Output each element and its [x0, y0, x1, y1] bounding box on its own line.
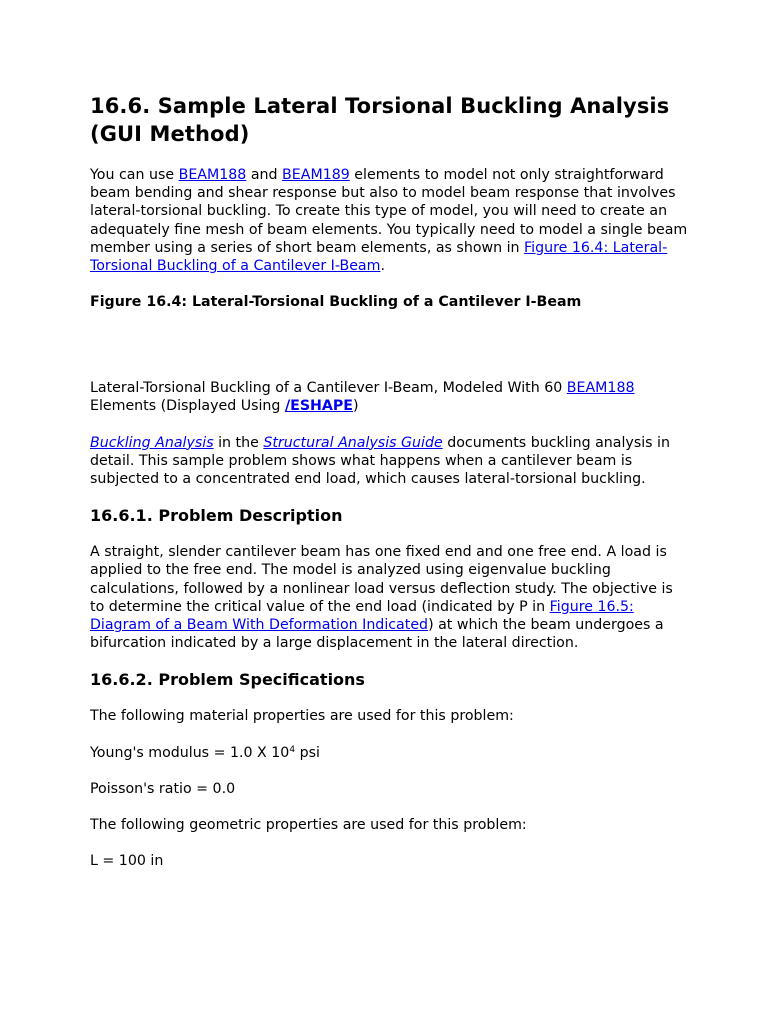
buckling-paragraph: Buckling Analysis in the Structural Analysis Guide documents buckling analysis in detail. This sample problem shows what happens when a cantilever beam is subjected to a concentrated end load, which causes lateral-torsional buckling. [90, 434, 670, 488]
problem-description-paragraph: A straight, slender cantilever beam has one fixed end and one free end. A load is applied to the free end. The model is analyzed using eigenvalue buckling calculations, followed by a nonlinear load versus deflection study. The objective is to determine the critical value of the end load (indicated by P in Figure 16.5: Diagram of a Beam With Deformation Indicated) at which the beam undergoes a bifurcation indicated by a large displacement in the lateral direction. [90, 544, 673, 652]
figure-16-5-link[interactable]: Figure 16.5: Diagram of a Beam With Deformation Indicated [90, 598, 634, 634]
geometric-properties-intro: The following geometric properties are used for this problem: [90, 817, 527, 834]
document-content [90, 92, 690, 888]
poissons-ratio: Poisson's ratio = 0.0 [90, 780, 236, 797]
beam-length: L = 100 in [90, 853, 164, 870]
section-heading-problem-description: 16.6.1. Problem Description [90, 506, 343, 526]
figure-16-4-link[interactable]: Figure 16.4: Lateral-Torsional Buckling of a Cantilever I-Beam [90, 239, 668, 275]
material-properties-intro: The following material properties are used for this problem: [90, 708, 514, 725]
structural-analysis-guide-link[interactable]: Structural Analysis Guide [263, 434, 443, 451]
youngs-modulus: Young's modulus = 1.0 X $10^4$ psi [90, 744, 320, 761]
page-title: 16.6. Sample Lateral Torsional Buckling Analysis (GUI Method) [90, 94, 670, 146]
figure-title: Figure 16.4: Lateral-Torsional Buckling of a Cantilever I-Beam [90, 294, 582, 311]
intro-paragraph: You can use BEAM188 and BEAM189 elements to model not only straightforward beam bending and shear response but also to model beam response that involves lateral-torsional buckling. To create this type of model, you will need to create an adequately fine mesh of beam elements. You typically need to model a single beam member using a series of short beam elements, as shown in Figure 16.4: Lateral-Torsional Buckling of a Cantilever I-Beam. [90, 167, 688, 275]
figure-caption: Lateral-Torsional Buckling of a Cantilever I-Beam, Modeled With 60 BEAM188 Elements (Displayed Using /ESHAPE) [90, 380, 635, 415]
youngs-exponent: 4 [289, 744, 296, 755]
section-heading-problem-specifications: 16.6.2. Problem Specifications [90, 670, 365, 690]
beam188-link[interactable]: BEAM188 [178, 167, 247, 183]
buckling-analysis-link[interactable]: Buckling Analysis [90, 434, 214, 451]
eshape-link[interactable]: /ESHAPE [284, 398, 353, 415]
caption-beam188-link[interactable]: BEAM188 [566, 380, 635, 397]
beam189-link[interactable]: BEAM189 [282, 167, 350, 183]
